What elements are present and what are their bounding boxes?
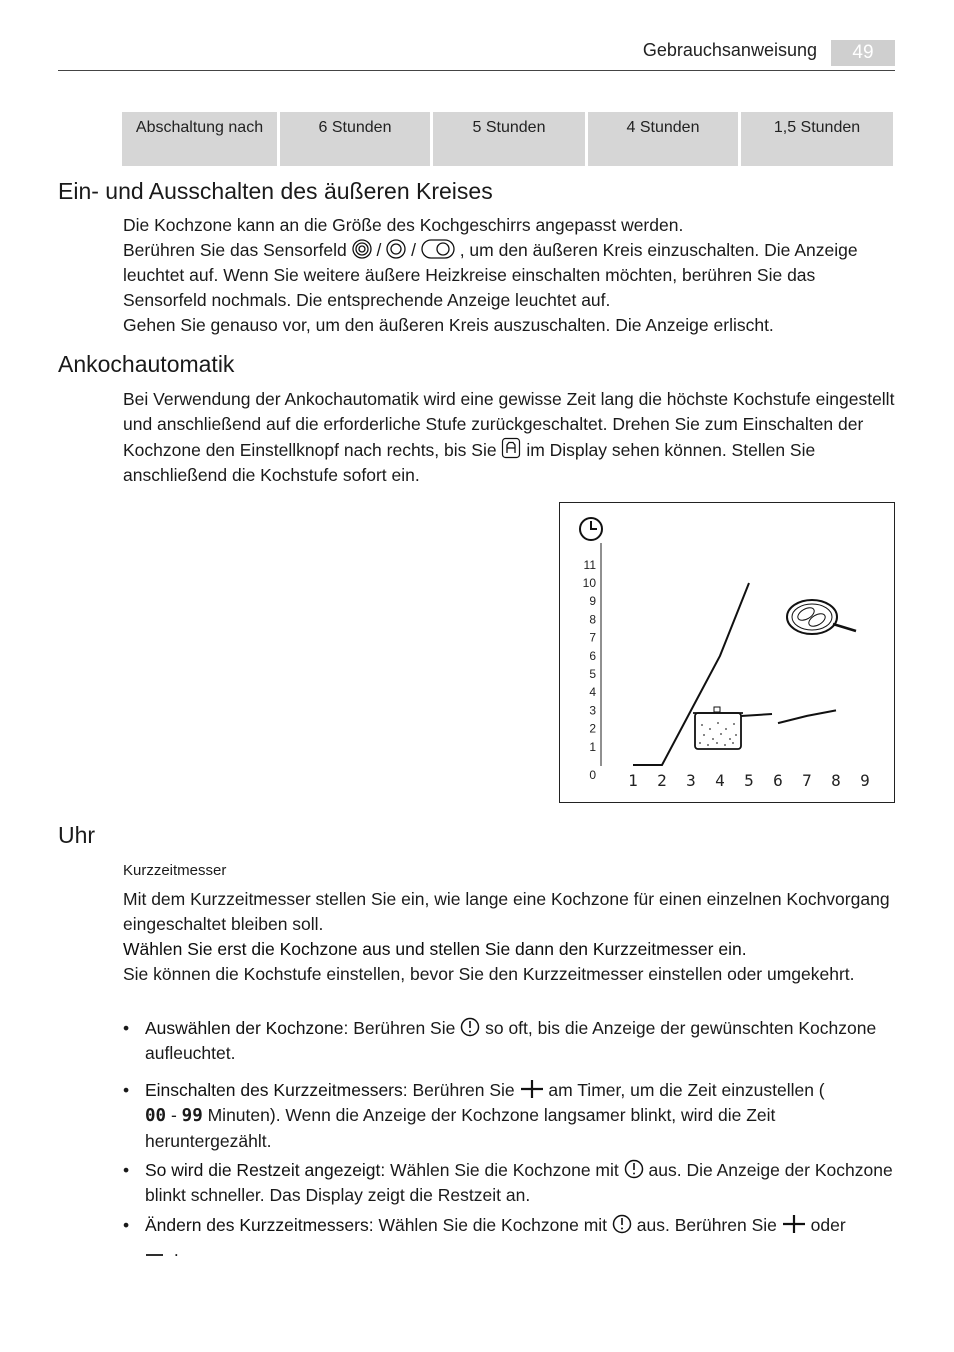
list-item: • Auswählen der Kochzone: Berühren Sie so oft, bis die Anzeige der gewünschten Kochzone aufleuchtet. [123,1018,877,1063]
series-line [778,710,836,723]
x-tick-label: 7 [802,771,812,790]
y-tick-label: 9 [589,594,596,609]
paragraph: Berühren Sie das Sensorfeld / / , um den äußeren Kreis einzuschalten. Die Anzeige leuchtet auf. Wenn Sie weitere äußere Heizkreise einschalten möchten, berühren Sie das Sensorfeld nochmals. Die entsprechende Anzeige leuchtet auf. [123,240,858,310]
paragraph: Mit dem Kurzzeitmesser stellen Sie ein, wie lange eine Kochzone für einen einzelnen Kochvorgang eingeschaltet bleiben soll. [123,889,890,934]
shutoff-table [122,112,893,166]
x-tick-label: 6 [773,771,783,790]
double-circle-icon [386,239,406,259]
subsection-title-timer: Kurzzeitmesser [123,862,227,879]
section-outer-circle-body [123,213,895,338]
y-tick-label: 7 [589,630,596,645]
x-tick-label: 8 [831,771,841,790]
x-tick-label: 9 [860,771,870,790]
x-tick-label: 4 [715,771,725,790]
list-item: • So wird die Restzeit angezeigt: Wählen Sie die Kochzone mit aus. Die Anzeige der Kochzone blinkt schneller. Das Display zeigt die Restzeit an. [123,1160,893,1205]
y-tick-label: 2 [589,721,596,736]
frying-pan-icon [787,600,856,634]
paragraph: Gehen Sie genauso vor, um den äußeren Kreis auszuschalten. Die Anzeige erlischt. [123,315,774,335]
section-title-outer-circle: Ein- und Ausschalten des äußeren Kreises [58,178,493,204]
list-item: • Einschalten des Kurzzeitmessers: Berühren Sie am Timer, um die Zeit einzustellen ( 00 - 99 Minuten). Wenn die Anzeige der Kochzone langsamer blinkt, wird die Zeit heruntergezählt. [123,1080,825,1151]
chart-svg [560,503,894,802]
list-item: • Ändern des Kurzzeitmessers: Wählen Sie die Kochzone mit aus. Berühren Sie oder . [123,1215,846,1260]
table-cell: 6 Stunden [280,112,430,166]
y-tick-label: 11 [583,557,596,572]
pot-icon [693,707,772,749]
table-cell: 5 Stunden [433,112,585,166]
section-clock-body [123,887,895,987]
plus-icon [520,1079,544,1099]
y-tick-label: 4 [589,685,596,700]
table-cell: 1,5 Stunden [741,112,893,166]
triple-circle-icon [352,239,372,259]
section-auto-heat-body: Bei Verwendung der Ankochautomatik wird eine gewisse Zeit lang die höchste Kochstufe eingestellt und anschließend auf die erforderliche Stufe zurückgeschaltet. Drehen Sie zum Einschalten der Kochzone den Einstellknopf nach rechts, bis Sie im Display sehen können. Stellen Sie anschließend die Kochstufe sofort ein. [123,389,895,485]
y-tick-label: 5 [589,667,596,681]
table-cell: 4 Stunden [588,112,738,166]
x-tick-label: 5 [744,771,754,790]
y-tick-label: 3 [589,703,596,718]
section-title-clock: Uhr [58,822,96,848]
y-tick-label: 6 [589,648,596,663]
y-tick-label: 0 [589,768,596,782]
paragraph: Sie können die Kochstufe einstellen, bevor Sie den Kurzzeitmesser einstellen oder umgekehrt. [123,964,855,984]
paragraph-emphasis: Wählen Sie erst die Kochzone aus und stellen Sie dann den Kurzzeitmesser ein. [123,939,747,959]
timer-icon [624,1159,644,1179]
clock-icon [580,518,602,540]
section-title-auto-heat: Ankochautomatik [58,351,235,377]
plus-icon [782,1214,806,1234]
header-rule [58,70,895,71]
display-a-icon [501,437,521,459]
header-title: Gebrauchsanweisung [642,40,817,60]
y-tick-label: 10 [582,576,596,590]
x-tick-label: 2 [657,771,667,790]
paragraph: Die Kochzone kann an die Größe des Kochgeschirrs angepasst werden. [123,215,684,235]
y-tick-label: 8 [589,612,596,627]
x-tick-label: 1 [628,771,638,790]
auto-heat-chart [559,502,895,803]
timer-icon [460,1017,480,1037]
timer-icon [612,1214,632,1234]
minus-icon [145,1247,169,1259]
y-tick-label: 1 [589,739,596,754]
oval-zone-icon [421,239,455,259]
table-cell-header: Abschaltung nach [122,112,277,166]
page-number: 49 [831,40,895,66]
x-tick-label: 3 [686,771,696,790]
